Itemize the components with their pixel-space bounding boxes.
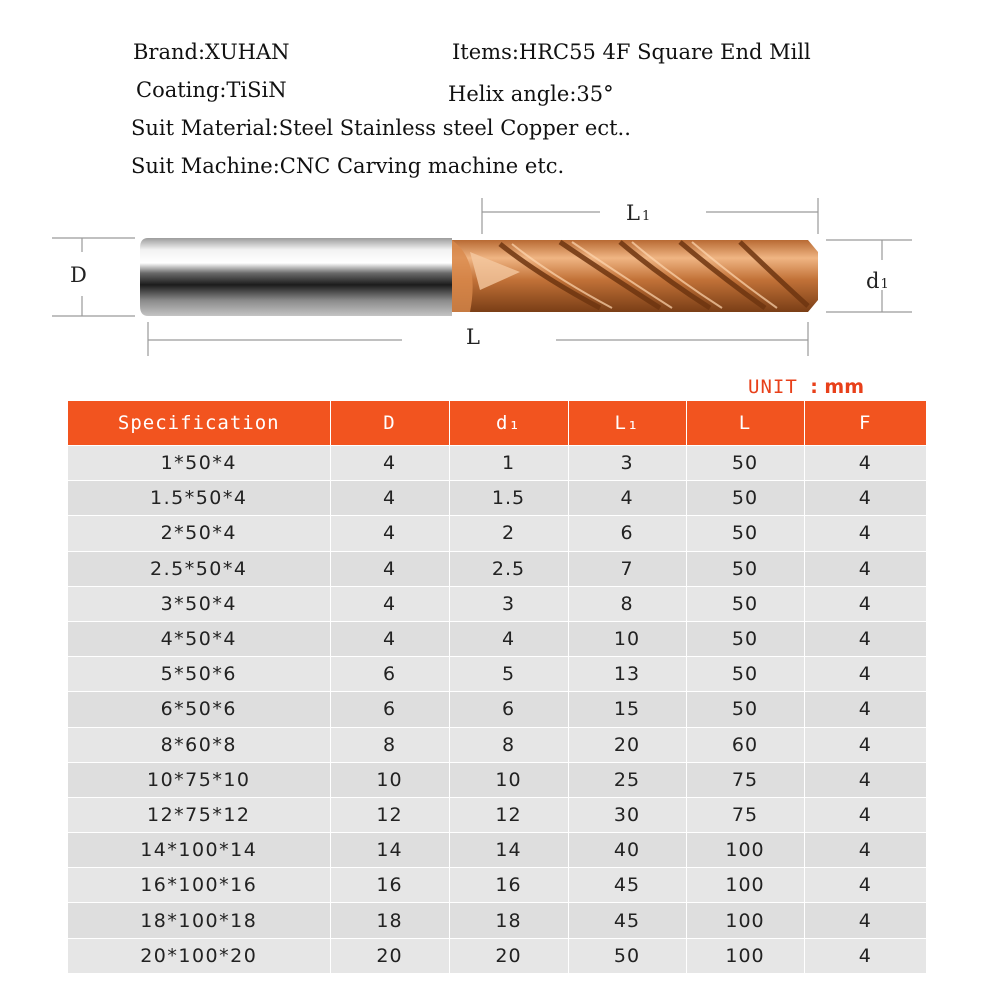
cell-F: 4: [804, 938, 926, 973]
table-row: [68, 621, 926, 656]
label-L: L: [466, 325, 480, 349]
cell-L1: 30: [568, 797, 686, 832]
items-text: Items:HRC55 4F Square End Mill: [452, 40, 811, 64]
cell-F: 4: [804, 621, 926, 656]
cell-L: 50: [686, 516, 804, 551]
table-row: [68, 938, 926, 973]
cell-d1: 6: [449, 692, 568, 727]
cell-L: 50: [686, 551, 804, 586]
cell-L1: 4: [568, 481, 686, 516]
cell-F: 4: [804, 446, 926, 481]
cell-L: 50: [686, 446, 804, 481]
cell-specification: 10*75*10: [68, 762, 330, 797]
label-D: D: [70, 263, 87, 287]
cell-L: 50: [686, 481, 804, 516]
cell-specification: 6*50*6: [68, 692, 330, 727]
cell-d1: 18: [449, 903, 568, 938]
suit-machine-text: Suit Machine:CNC Carving machine etc.: [131, 154, 565, 178]
cell-L1: 50: [568, 938, 686, 973]
cell-L: 100: [686, 938, 804, 973]
cell-d1: 10: [449, 762, 568, 797]
cell-specification: 1*50*4: [68, 446, 330, 481]
cell-L: 50: [686, 586, 804, 621]
cell-d1: 2.5: [449, 551, 568, 586]
table-row: [68, 516, 926, 551]
table-header-row: [68, 401, 926, 446]
cell-F: 4: [804, 762, 926, 797]
cell-L1: 8: [568, 586, 686, 621]
table-row: [68, 868, 926, 903]
cell-specification: 20*100*20: [68, 938, 330, 973]
cell-d1: 20: [449, 938, 568, 973]
cell-D: 4: [330, 516, 449, 551]
unit-label: [748, 376, 864, 398]
header-F: F: [804, 401, 926, 446]
helix-angle-text: Helix angle:35°: [448, 82, 614, 106]
table-row: [68, 833, 926, 868]
cell-d1: 1: [449, 446, 568, 481]
cell-D: 4: [330, 621, 449, 656]
cell-D: 10: [330, 762, 449, 797]
unit-value: mm: [824, 376, 865, 398]
cell-L1: 45: [568, 903, 686, 938]
table-row: [68, 692, 926, 727]
cell-L: 75: [686, 797, 804, 832]
cell-L: 100: [686, 903, 804, 938]
cell-L: 100: [686, 868, 804, 903]
header-L: L: [686, 401, 804, 446]
cell-L: 60: [686, 727, 804, 762]
cell-d1: 12: [449, 797, 568, 832]
header-L1: L₁: [568, 401, 686, 446]
cell-specification: 16*100*16: [68, 868, 330, 903]
cell-D: 4: [330, 481, 449, 516]
table-row: [68, 481, 926, 516]
cell-D: 14: [330, 833, 449, 868]
cell-F: 4: [804, 903, 926, 938]
cell-d1: 8: [449, 727, 568, 762]
cell-L1: 20: [568, 727, 686, 762]
cell-specification: 1.5*50*4: [68, 481, 330, 516]
cell-D: 18: [330, 903, 449, 938]
cell-D: 6: [330, 657, 449, 692]
cell-specification: 5*50*6: [68, 657, 330, 692]
header-d1: d₁: [449, 401, 568, 446]
table-row: [68, 446, 926, 481]
unit-text: UNIT: [748, 376, 811, 398]
unit-separator: :: [810, 376, 825, 398]
cell-F: 4: [804, 797, 926, 832]
table-row: [68, 657, 926, 692]
table-row: [68, 762, 926, 797]
cell-D: 8: [330, 727, 449, 762]
cell-L: 75: [686, 762, 804, 797]
cell-F: 4: [804, 516, 926, 551]
table-row: [68, 586, 926, 621]
cell-specification: 2*50*4: [68, 516, 330, 551]
cell-L1: 15: [568, 692, 686, 727]
cell-specification: 18*100*18: [68, 903, 330, 938]
suit-material-text: Suit Material:Steel Stainless steel Copper ect..: [131, 116, 631, 140]
cell-D: 6: [330, 692, 449, 727]
cell-L1: 7: [568, 551, 686, 586]
brand-text: Brand:XUHAN: [133, 40, 290, 64]
flute-section: [452, 240, 818, 312]
cell-D: 12: [330, 797, 449, 832]
table-row: [68, 797, 926, 832]
cell-d1: 1.5: [449, 481, 568, 516]
label-L1: L 1: [626, 201, 651, 225]
table-row: [68, 727, 926, 762]
header-specification: Specification: [68, 401, 330, 446]
cell-F: 4: [804, 833, 926, 868]
cell-L1: 25: [568, 762, 686, 797]
cell-L1: 10: [568, 621, 686, 656]
cell-d1: 14: [449, 833, 568, 868]
cell-D: 16: [330, 868, 449, 903]
cell-specification: 4*50*4: [68, 621, 330, 656]
cell-L1: 13: [568, 657, 686, 692]
cell-d1: 4: [449, 621, 568, 656]
cell-L: 50: [686, 657, 804, 692]
cell-F: 4: [804, 481, 926, 516]
cell-specification: 14*100*14: [68, 833, 330, 868]
cell-d1: 3: [449, 586, 568, 621]
cell-D: 4: [330, 586, 449, 621]
cell-specification: 2.5*50*4: [68, 551, 330, 586]
cell-L1: 40: [568, 833, 686, 868]
cell-L1: 45: [568, 868, 686, 903]
cell-specification: 3*50*4: [68, 586, 330, 621]
coating-text: Coating:TiSiN: [136, 78, 287, 102]
cell-specification: 12*75*12: [68, 797, 330, 832]
table-row: [68, 903, 926, 938]
cell-F: 4: [804, 551, 926, 586]
cell-d1: 2: [449, 516, 568, 551]
cell-D: 4: [330, 446, 449, 481]
shank-body: [140, 238, 452, 316]
spec-table: [68, 401, 926, 973]
table-row: [68, 551, 926, 586]
cell-L1: 3: [568, 446, 686, 481]
cell-L: 100: [686, 833, 804, 868]
cell-F: 4: [804, 692, 926, 727]
label-d1: d1: [866, 269, 889, 293]
cell-d1: 16: [449, 868, 568, 903]
cell-specification: 8*60*8: [68, 727, 330, 762]
cell-L: 50: [686, 621, 804, 656]
cell-F: 4: [804, 727, 926, 762]
cell-L1: 6: [568, 516, 686, 551]
cell-D: 4: [330, 551, 449, 586]
cell-F: 4: [804, 586, 926, 621]
cell-d1: 5: [449, 657, 568, 692]
end-mill-diagram: [0, 190, 1000, 370]
cell-D: 20: [330, 938, 449, 973]
cell-F: 4: [804, 657, 926, 692]
header-D: D: [330, 401, 449, 446]
cell-F: 4: [804, 868, 926, 903]
cell-L: 50: [686, 692, 804, 727]
